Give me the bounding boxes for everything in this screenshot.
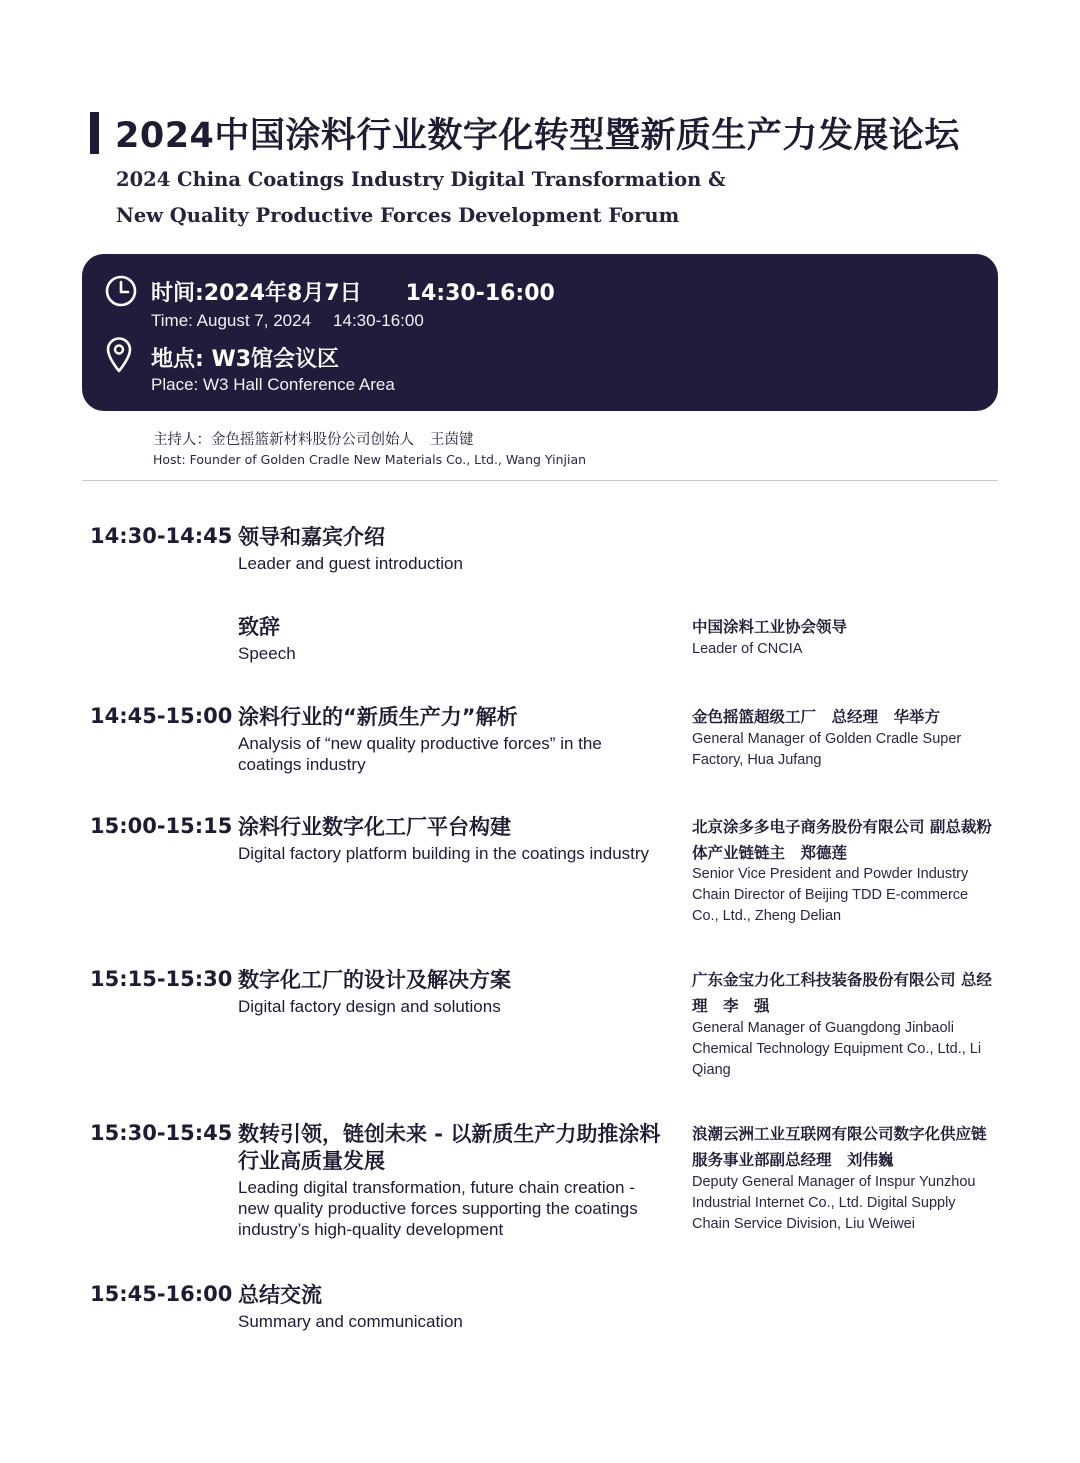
agenda-topic-cn: 领导和嘉宾介绍 — [238, 525, 385, 549]
event-hours-en: 14:30-16:00 — [333, 311, 424, 330]
agenda-time: 15:00-15:15 — [90, 814, 233, 838]
event-place-en: Place: W3 Hall Conference Area — [151, 375, 395, 394]
host-en: Host: Founder of Golden Cradle New Materials Co., Ltd., Wang Yinjian — [153, 452, 587, 467]
agenda-topic-cn: 数字化工厂的设计及解决方案 — [238, 968, 511, 992]
agenda-time: 15:45-16:00 — [90, 1282, 233, 1306]
agenda-topic-en: Digital factory design and solutions — [238, 997, 501, 1016]
agenda-speaker-cn: 浪潮云洲工业互联网有限公司数字化供应链 服务事业部副总经理 刘伟巍 — [692, 1125, 1003, 1169]
title-accent-bar — [90, 112, 99, 154]
agenda-speaker-en: Senior Vice President and Powder Industry Chain Director of Beijing TDD E-commerce Co., Ltd., Zheng Delian — [692, 866, 969, 924]
event-time-en — [151, 311, 424, 331]
clock-icon — [104, 274, 138, 308]
forum-title-en-line2: New Quality Productive Forces Development Forum — [116, 204, 680, 227]
agenda-topic-cn: 致辞 — [238, 615, 280, 639]
agenda-topic-cn: 总结交流 — [238, 1283, 322, 1307]
agenda-topic-en: Digital factory platform building in the coatings industry — [238, 844, 650, 863]
forum-title-cn: 2024中国涂料行业数字化转型暨新质生产力发展论坛 — [115, 116, 960, 156]
agenda-speaker-en: Deputy General Manager of Inspur Yunzhou Industrial Internet Co., Ltd. Digital Supply Chain Service Division, Liu Weiwei — [692, 1174, 976, 1232]
event-info-box — [82, 254, 998, 411]
agenda-speaker-cn: 广东金宝力化工科技装备股份有限公司 总经理 李 强 — [692, 971, 992, 1015]
agenda-time: 15:15-15:30 — [90, 967, 233, 991]
forum-title-en-line1: 2024 China Coatings Industry Digital Transformation & — [116, 168, 726, 191]
agenda-time: 15:30-15:45 — [90, 1121, 233, 1145]
agenda-topic-en: Speech — [238, 644, 296, 663]
event-hours-cn: 14:30-16:00 — [405, 281, 555, 306]
agenda-speaker-cn: 北京涂多多电子商务股份有限公司 副总裁粉体产业链链主 郑德莲 — [692, 818, 992, 862]
divider — [82, 480, 998, 481]
agenda-time: 14:30-14:45 — [90, 524, 233, 548]
host-label-cn: 主持人：金色摇篮新材料股份公司创始人 — [153, 432, 414, 448]
agenda-topic-cn: 涂料行业数字化工厂平台构建 — [238, 815, 511, 839]
agenda-speaker-en: General Manager of Golden Cradle Super Factory, Hua Jufang — [692, 731, 962, 768]
agenda-time: 14:45-15:00 — [90, 704, 233, 728]
host-cn — [153, 428, 474, 449]
agenda-topic-cn: 涂料行业的“新质生产力”解析 — [238, 705, 518, 729]
agenda-topic-en: Leading digital transformation, future chain creation - new quality productive forces supporting the coatings industry’s high-quality development — [238, 1178, 638, 1239]
event-time-cn — [151, 276, 555, 307]
agenda-topic-en: Leader and guest introduction — [238, 554, 463, 573]
forum-title — [90, 108, 960, 158]
location-pin-icon — [104, 336, 134, 374]
agenda-speaker-en: Leader of CNCIA — [692, 641, 803, 657]
agenda-speaker-en: General Manager of Guangdong Jinbaoli Chemical Technology Equipment Co., Ltd., Li Qiang — [692, 1020, 982, 1078]
event-date-en: Time: August 7, 2024 — [151, 311, 312, 330]
agenda-speaker-cn: 金色摇篮超级工厂 总经理 华举方 — [692, 708, 941, 726]
event-date-cn: 时间:2024年8月7日 — [151, 281, 362, 306]
agenda-topic-en: Analysis of “new quality productive forces” in the coatings industry — [238, 734, 602, 774]
agenda-topic-en: Summary and communication — [238, 1312, 463, 1331]
host-name-cn: 王茵键 — [430, 432, 474, 448]
agenda-topic-cn: 数转引领，链创未来 - 以新质生产力助推涂料行业高质量发展 — [238, 1122, 661, 1173]
event-place-cn: 地点: W3馆会议区 — [151, 347, 340, 372]
agenda-speaker-cn: 中国涂料工业协会领导 — [692, 618, 848, 636]
